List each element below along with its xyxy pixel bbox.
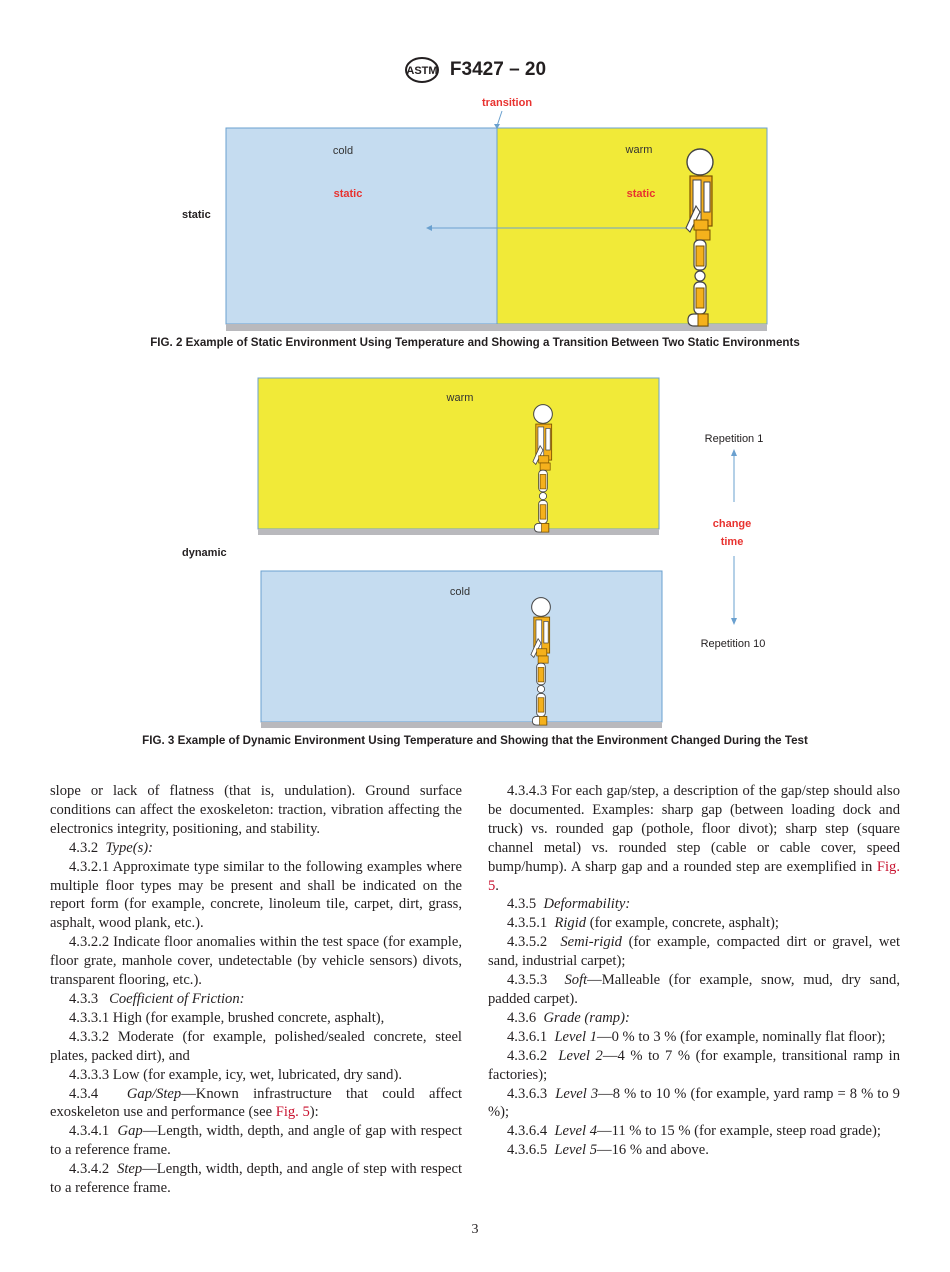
paragraph-text: —Malleable (for example, snow, mud, dry sand, padded carpet). bbox=[488, 972, 901, 1007]
section-title: Soft bbox=[564, 972, 588, 989]
paragraph bbox=[488, 1122, 900, 1141]
paragraph: 4.3.2.1 Approximate type similar to the following examples where multiple floor types may be present and shall be indicated on the report form (for example, concrete, linoleum tile, carpet, dirt, grass, asphalt, wood plank, etc.). bbox=[50, 858, 462, 932]
section-number: 4.3.6.5 bbox=[507, 1142, 548, 1159]
warm-label: warm bbox=[446, 392, 474, 404]
paragraph-text: (for example, concrete, asphalt); bbox=[586, 915, 779, 932]
paragraph: slope or lack of flatness (that is, undulation). Ground surface conditions can affect the exoskeleton: traction, vibration affecting the electronics integrity, positioning, and stability. bbox=[50, 783, 462, 837]
paragraph: 4.3.3.3 Low (for example, icy, wet, lubricated, dry sand). bbox=[69, 1066, 402, 1083]
section-number: 4.3.4.2 bbox=[69, 1161, 110, 1178]
section-number: 4.3.6.1 bbox=[507, 1028, 548, 1045]
section-title: Grade (ramp): bbox=[543, 1009, 630, 1026]
dynamic-row-label: dynamic bbox=[182, 547, 227, 559]
paragraph-text: (for example, compacted dirt or gravel, wet sand, industrial carpet); bbox=[488, 934, 901, 970]
paragraph-text: 4.3.4.3 For each gap/step, a description of the gap/step should also be documented. Examples: sharp gap (between loading dock and truck) vs. rounded gap (pothole, floor divot); sharp step (square channel metal) vs. rounded step (cable or cable cover, speed bump/hump). A sharp gap and a rounded step are exemplified in bbox=[488, 783, 900, 875]
section-number: 4.3.6.4 bbox=[507, 1123, 548, 1140]
section-title: Level 1 bbox=[554, 1028, 597, 1045]
paragraph-text: —Length, width, depth, and angle of gap with respect to a reference frame. bbox=[50, 1123, 462, 1159]
document-designation: F3427 – 20 bbox=[449, 59, 547, 80]
section-number: 4.3.6 bbox=[507, 1009, 537, 1026]
paragraph bbox=[488, 1085, 900, 1123]
right-column bbox=[488, 782, 900, 1160]
paragraph-text: ): bbox=[309, 1104, 319, 1121]
floor-strip bbox=[258, 529, 659, 535]
section-title: Type(s): bbox=[105, 839, 154, 856]
paragraph bbox=[50, 1122, 462, 1160]
change-label: change bbox=[712, 518, 752, 530]
left-column bbox=[50, 782, 462, 1198]
cold-label: cold bbox=[332, 145, 354, 157]
section-title: Semi-rigid bbox=[560, 934, 622, 951]
section-title: Step bbox=[117, 1161, 143, 1178]
paragraph bbox=[50, 1160, 462, 1198]
paragraph bbox=[488, 782, 900, 895]
transition-label: transition bbox=[481, 97, 533, 109]
paragraph bbox=[50, 1085, 462, 1123]
cold-static-label: static bbox=[333, 188, 363, 200]
paragraph-text: —8 % to 10 % (for example, yard ramp = 8 % to 9 %); bbox=[488, 1085, 900, 1121]
section-number: 4.3.4 bbox=[69, 1085, 99, 1102]
floor-strip bbox=[261, 722, 662, 728]
section-number: 4.3.5.2 bbox=[507, 934, 548, 951]
paragraph-text: —0 % to 3 % (for example, nominally flat floor); bbox=[597, 1028, 886, 1045]
up-arrowhead bbox=[731, 449, 737, 456]
figure-link[interactable]: Fig. 5 bbox=[275, 1104, 310, 1121]
warm-static-label: static bbox=[626, 188, 656, 200]
paragraph: 4.3.2.2 Indicate floor anomalies within the test space (for example, floor grate, manhole cover, undetectable (by vehicle sensors) divots, transparent flooring, etc.). bbox=[50, 934, 462, 989]
paragraph-text: —4 % to 7 % (for example, transitional ramp in factories); bbox=[488, 1047, 901, 1083]
paragraph bbox=[488, 1028, 900, 1047]
section-number: 4.3.4.1 bbox=[69, 1123, 110, 1140]
time-label: time bbox=[720, 536, 744, 548]
section-number: 4.3.5.1 bbox=[507, 915, 548, 932]
section-heading bbox=[488, 1009, 900, 1028]
figure-2-caption: FIG. 2 Example of Static Environment Using Temperature and Showing a Transition Between Two Static Environments bbox=[150, 336, 800, 349]
section-number: 4.3.5.3 bbox=[507, 972, 548, 989]
logo-text: ASTM bbox=[406, 65, 438, 77]
cold-label: cold bbox=[449, 586, 471, 598]
page-number: 3 bbox=[471, 1222, 479, 1237]
paragraph bbox=[488, 914, 900, 933]
section-title: Gap bbox=[117, 1123, 143, 1140]
paragraph-text: —Known infrastructure that could affect exoskeleton use and performance (see bbox=[50, 1085, 462, 1121]
paragraph-text: . bbox=[495, 877, 499, 894]
section-title: Level 3 bbox=[555, 1085, 599, 1102]
paragraph: 4.3.3.2 Moderate (for example, polished/sealed concrete, steel plates, packed dirt), and bbox=[50, 1028, 462, 1064]
section-number: 4.3.2 bbox=[69, 839, 99, 856]
section-heading bbox=[50, 839, 462, 858]
section-number: 4.3.6.3 bbox=[507, 1085, 548, 1102]
repetition-10-label: Repetition 10 bbox=[700, 638, 766, 650]
static-row-label: static bbox=[182, 209, 211, 221]
section-number: 4.3.6.2 bbox=[507, 1047, 548, 1064]
section-title: Level 2 bbox=[558, 1047, 603, 1064]
section-heading bbox=[50, 990, 462, 1009]
figure-link[interactable]: Fig. 5 bbox=[488, 858, 900, 894]
section-title: Coefficient of Friction: bbox=[109, 990, 245, 1007]
figure-3-caption: FIG. 3 Example of Dynamic Environment Using Temperature and Showing that the Environment Changed During the Test bbox=[142, 734, 808, 747]
paragraph bbox=[488, 971, 900, 1009]
paragraph-text: —16 % and above. bbox=[597, 1142, 709, 1159]
paragraph: 4.3.3.1 High (for example, brushed concrete, asphalt), bbox=[69, 1009, 385, 1026]
section-title: Rigid bbox=[554, 915, 587, 932]
section-title: Gap/Step bbox=[126, 1085, 182, 1102]
paragraph-text: —Length, width, depth, and angle of step with respect to a reference frame. bbox=[50, 1161, 463, 1197]
paragraph bbox=[488, 1047, 900, 1085]
section-title: Deformability: bbox=[543, 896, 631, 913]
section-title: Level 4 bbox=[554, 1123, 597, 1140]
paragraph-text: —11 % to 15 % (for example, steep road grade); bbox=[597, 1123, 881, 1140]
section-title: Level 5 bbox=[554, 1142, 597, 1159]
section-heading bbox=[488, 895, 900, 914]
section-number: 4.3.3 bbox=[69, 990, 99, 1007]
paragraph bbox=[488, 933, 900, 971]
paragraph bbox=[488, 1141, 900, 1160]
repetition-1-label: Repetition 1 bbox=[704, 433, 764, 445]
down-arrowhead bbox=[731, 618, 737, 625]
warm-label: warm bbox=[625, 144, 653, 156]
section-number: 4.3.5 bbox=[507, 896, 537, 913]
